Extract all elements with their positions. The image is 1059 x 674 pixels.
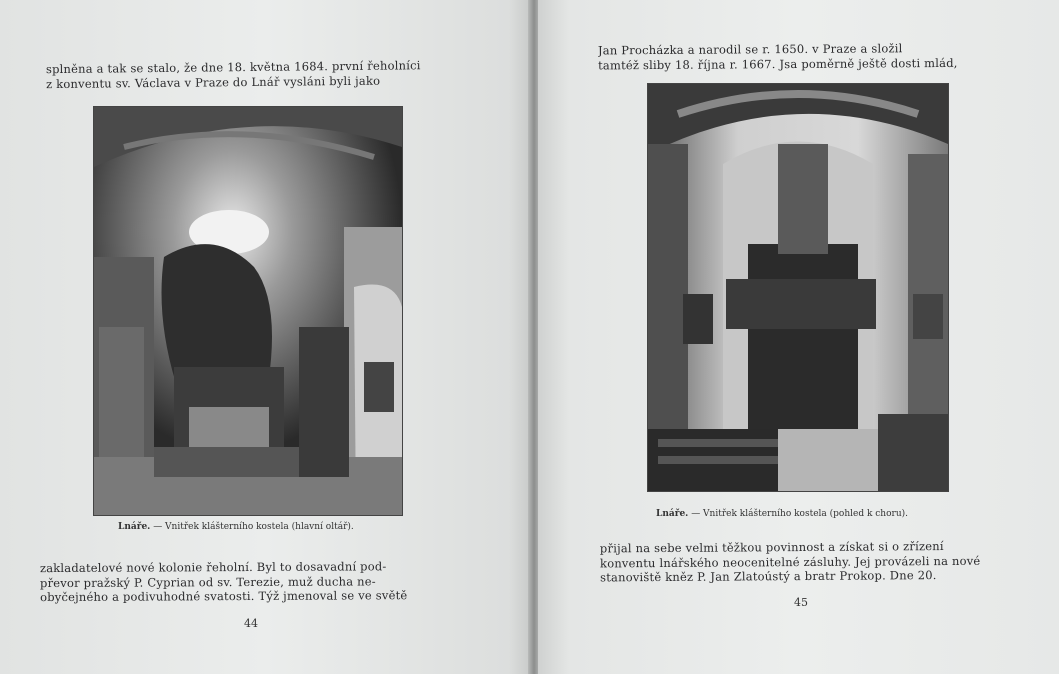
left-top-text [46,58,456,91]
church-interior-image [648,84,948,491]
left-caption [118,522,354,532]
church-interior-image [94,107,402,515]
photo-main-altar [93,106,403,516]
text-line: Jan Procházka a narodil se r. 1650. v Praze a složil [597,41,903,58]
caption-text: — Vnitřek klášterního kostela (pohled k choru). [691,509,908,519]
right-caption [656,509,908,519]
caption-place: Lnáře. [118,522,151,532]
left-page-number: 44 [244,617,258,630]
left-body-text [40,559,460,605]
text-line: přijal na sebe velmi těžkou povinnost a získat si o zřízení [599,539,944,556]
text-line: konventu lnářského neocenitelné zásluhy. Jej provázeli na nové [599,553,981,570]
right-page [538,0,1059,674]
right-top-text [598,41,998,73]
caption-text: — Vnitřek klášterního kostela (hlavní oltář). [153,522,354,532]
text-line: splněna a tak se stalo, že dne 18. května 1684. první řeholníci [45,58,421,77]
text-line: převor pražský P. Cyprian od sv. Terezie, muž ducha ne- [39,573,376,590]
text-line: obyčejného a podivuhodné svatosti. Týž jmenoval se ve světě [40,588,408,605]
text-line: tamtéž sliby 18. října r. 1667. Jsa poměrně ještě dosti mlád, [598,55,958,72]
right-page-number: 45 [794,596,808,609]
caption-place: Lnáře. [656,509,689,519]
text-line: zakladatelové nové kolonie řeholní. Byl to dosavadní pod- [39,559,387,576]
text-line: stanoviště kněz P. Jan Zlatoústý a bratr Prokop. Dne 20. [600,568,937,585]
photo-choir-view [647,83,949,492]
right-body-text [600,539,1008,585]
text-line: z konventu sv. Václava v Praze do Lnář vysláni byli jako [46,73,381,91]
